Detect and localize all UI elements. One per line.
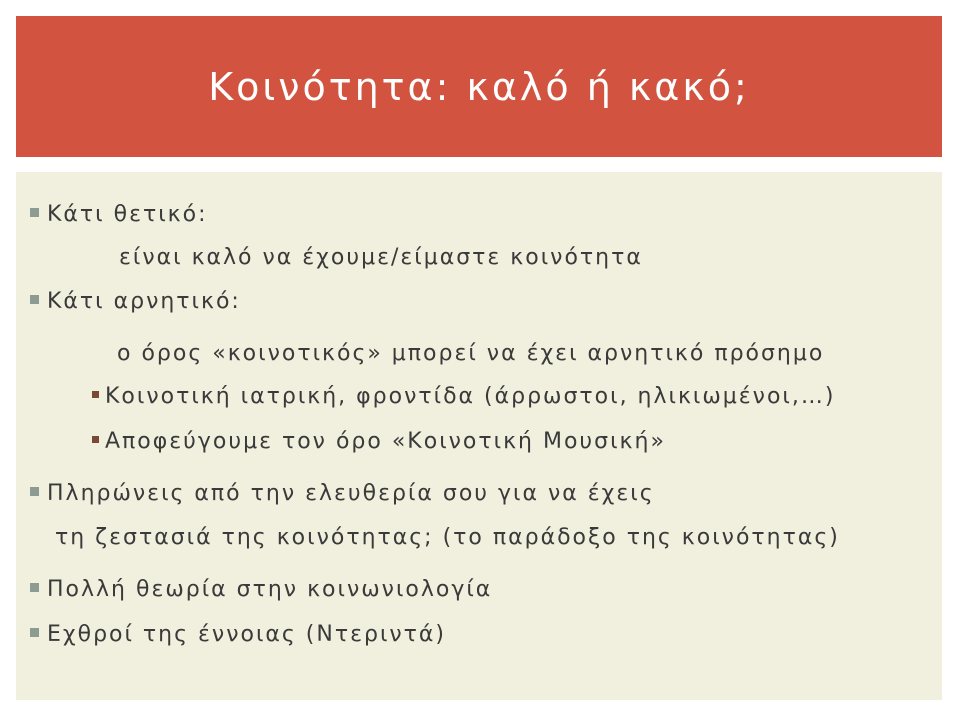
bullet-item <box>30 483 655 505</box>
slide-title: Κοινότητα: καλό ή κακό; <box>208 64 750 109</box>
sub-bullet-item <box>92 386 835 408</box>
bullet-text: Εχθροί της έννοιας (Ντεριντά) <box>47 622 447 647</box>
indented-text: ο όρος «κοινοτικός» μπορεί να έχει αρνητικό πρόσημο <box>117 341 825 366</box>
bullet-item <box>30 579 492 601</box>
content-box <box>16 172 942 700</box>
square-bullet-icon <box>30 583 39 592</box>
continuation-text <box>55 527 840 549</box>
indented-text: τη ζεστασιά της κοινότητας; (το παράδοξο της κοινότητας) <box>55 525 840 550</box>
bullet-text: Πολλή θεωρία στην κοινωνιολογία <box>47 577 493 602</box>
square-bullet-icon <box>30 208 39 217</box>
small-square-bullet-icon <box>92 436 99 443</box>
bullet-text: Πληρώνεις από την ελευθερία σου για να έχεις <box>47 481 655 506</box>
continuation-text <box>117 343 824 365</box>
square-bullet-icon <box>30 487 39 496</box>
bullet-text: Κάτι θετικό: <box>47 202 208 227</box>
sub-bullet-text: Αποφεύγουμε τον όρο «Κοινοτική Μουσική» <box>105 429 666 454</box>
bullet-item <box>30 291 241 313</box>
sub-bullet-text: Κοινοτική ιατρική, φροντίδα (άρρωστοι, ηλικιωμένοι,…) <box>105 384 836 409</box>
square-bullet-icon <box>30 295 39 304</box>
bullet-item <box>30 204 208 226</box>
small-square-bullet-icon <box>92 391 99 398</box>
indented-text: είναι καλό να έχουμε/είμαστε κοινότητα <box>119 245 643 270</box>
sub-bullet-item <box>92 431 666 453</box>
bullet-text: Κάτι αρνητικό: <box>47 289 241 314</box>
bullet-item <box>30 624 446 646</box>
square-bullet-icon <box>30 628 39 637</box>
title-bar <box>16 16 942 157</box>
continuation-text <box>119 247 643 269</box>
